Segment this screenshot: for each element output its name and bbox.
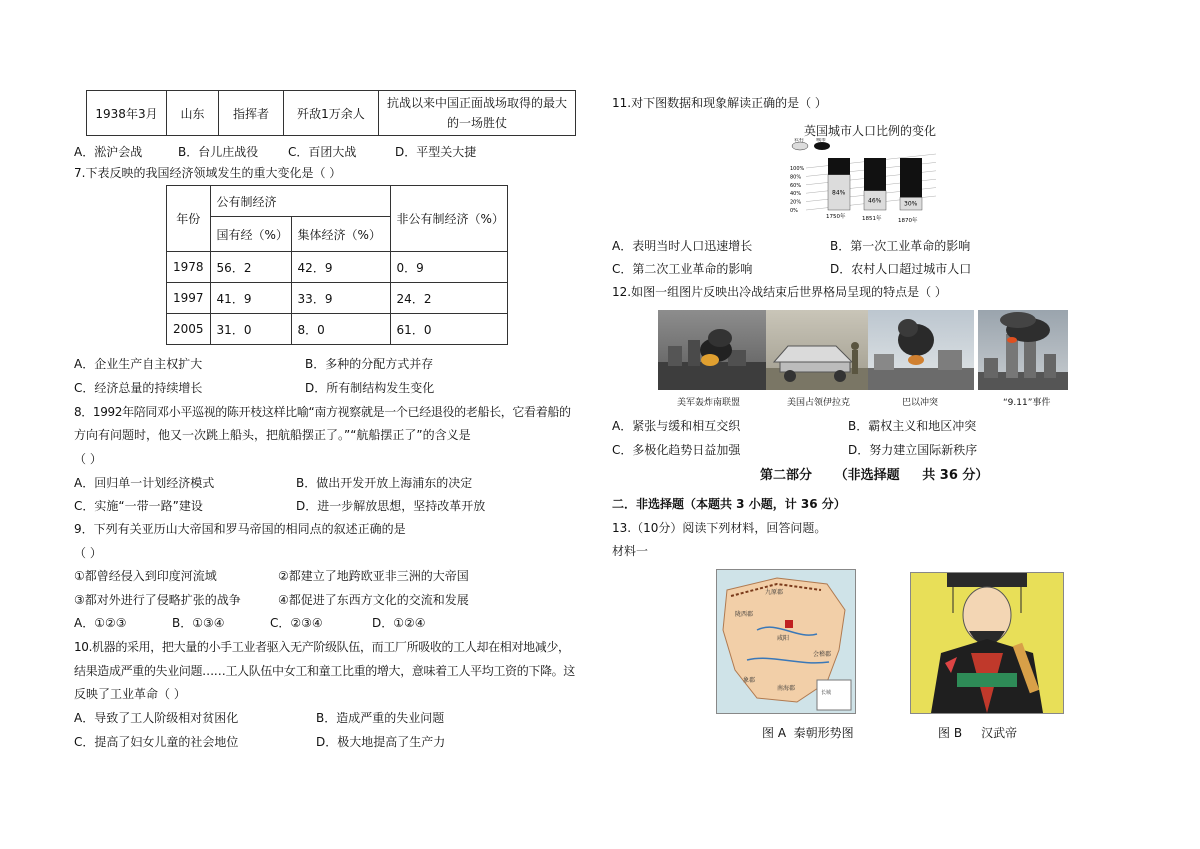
- 911-photo: [978, 310, 1068, 390]
- q8-option-b[interactable]: B．做出开发开放上海浦东的决定: [296, 476, 473, 490]
- q6-significance: [379, 91, 576, 136]
- data-label: 84%: [832, 189, 846, 197]
- bar-urban: [864, 158, 886, 191]
- part2-heading: 二．非选择题（本题共 3 小题，计 36 分）: [612, 497, 846, 511]
- q13-stem: 13.（10分）阅读下列材料，回答问题。: [612, 521, 827, 535]
- q6-result: 歼敌1万余人: [284, 91, 379, 136]
- q7-state: 31．0: [210, 314, 291, 345]
- q6-option-a[interactable]: A．淞沪会战: [74, 145, 143, 159]
- q6-date: 1938年3月: [87, 91, 167, 136]
- q7-table: [166, 185, 508, 345]
- table-row: [167, 314, 508, 345]
- q9-option-d[interactable]: D．①②④: [372, 616, 426, 630]
- q11-option-c[interactable]: C．第二次工业革命的影响: [612, 262, 753, 276]
- q7-state: 56．2: [210, 252, 291, 283]
- q11-option-a[interactable]: A．表明当时人口迅速增长: [612, 239, 753, 253]
- legend-label: 农村: [794, 138, 805, 143]
- q7-nonpublic: 61．0: [390, 314, 507, 345]
- photo-caption-4: “9.11”事件: [1003, 398, 1051, 408]
- map-label: 陇西郡: [735, 611, 754, 618]
- q7-h-nonpublic: 非公有制经济（%）: [390, 186, 507, 252]
- q8-option-a[interactable]: A．回归单一计划经济模式: [74, 476, 215, 490]
- q10-option-b[interactable]: B．造成严重的失业问题: [316, 711, 445, 725]
- q7-option-d[interactable]: D．所有制结构发生变化: [305, 381, 435, 395]
- urban-population-chart: [790, 138, 950, 230]
- data-label: 46%: [868, 197, 882, 205]
- q11-stem: 11.对下图数据和现象解读正确的是（ ）: [612, 96, 827, 110]
- q9-option-c[interactable]: C．②③④: [270, 616, 323, 630]
- x-tick-label: 1851年: [862, 216, 882, 222]
- q10-option-c[interactable]: C．提高了妇女儿童的社会地位: [74, 735, 239, 749]
- q7-year: 2005: [167, 314, 211, 345]
- x-tick-label: 1870年: [898, 218, 918, 224]
- q6-table: [86, 90, 576, 136]
- q9-statement-1: ①都曾经侵入到印度河流域: [74, 569, 217, 583]
- q7-h-public: 公有制经济: [210, 186, 390, 217]
- data-label: 30%: [904, 200, 918, 208]
- q10-line-2: 结果造成严重的失业问题……工人队伍中女工和童工比重的增大，意味着工人平均工资的下降。这: [74, 664, 575, 678]
- portrait-caption: 图 B 汉武帝: [938, 726, 1018, 740]
- q9-statement-2: ②都建立了地跨欧亚非三洲的大帝国: [278, 569, 469, 583]
- q11-option-b[interactable]: B．第一次工业革命的影响: [830, 239, 971, 253]
- q10-line-1: 10.机器的采用，把大量的小手工业者驱入无产阶级队伍，而工厂所吸收的工人却在相对地减少，: [74, 640, 570, 654]
- q7-year: 1978: [167, 252, 211, 283]
- q8-line-1: 8．1992年陪同邓小平巡视的陈开枝这样比喻“南方视察就是一个已经退役的老船长，它看着船的: [74, 405, 571, 419]
- map-label: 咸阳: [777, 635, 790, 642]
- q9-option-b[interactable]: B．①③④: [172, 616, 225, 630]
- q10-option-d[interactable]: D．极大地提高了生产力: [316, 735, 446, 749]
- q7-h-year: 年份: [167, 186, 211, 252]
- q6-significance-1: 抗战以来中国正面战场取得的最大: [386, 96, 567, 110]
- table-row: [167, 252, 508, 283]
- map-label: 九原郡: [765, 589, 784, 596]
- q12-option-c[interactable]: C．多极化趋势日益加强: [612, 443, 741, 457]
- q11-option-d[interactable]: D．农村人口超过城市人口: [830, 262, 972, 276]
- legend-swatch-urban: [814, 142, 830, 150]
- map-legend: 长城: [821, 690, 832, 696]
- material-label: 材料一: [612, 544, 649, 558]
- iraq-photo: [766, 310, 868, 390]
- q9-stem: 9．下列有关亚历山大帝国和罗马帝国的相同点的叙述正确的是: [74, 522, 406, 536]
- bar-urban: [828, 158, 850, 175]
- photo-caption-1: 美军轰炸南联盟: [677, 398, 741, 408]
- q6-place: 山东: [167, 91, 219, 136]
- q7-collective: 42．9: [291, 252, 390, 283]
- q7-nonpublic: 0．9: [390, 252, 507, 283]
- q6-option-d[interactable]: D．平型关大捷: [395, 145, 477, 159]
- table-row: [167, 283, 508, 314]
- q12-stem: 12.如图一组图片反映出冷战结束后世界格局呈现的特点是（ ）: [612, 285, 947, 299]
- q8-option-d[interactable]: D．进一步解放思想，坚持改革开放: [296, 499, 486, 513]
- y-tick-label: 40%: [790, 191, 802, 198]
- map-label: 南海郡: [777, 685, 796, 692]
- y-tick-label: 60%: [790, 182, 802, 189]
- q7-option-b[interactable]: B．多种的分配方式并存: [305, 357, 434, 371]
- part2-title: 第二部分 （非选择题 共 36 分）: [760, 468, 989, 483]
- q10-option-a[interactable]: A．导致了工人阶级相对贫困化: [74, 711, 239, 725]
- q9-statement-3: ③都对外进行了侵略扩张的战争: [74, 593, 241, 607]
- q7-option-c[interactable]: C．经济总量的持续增长: [74, 381, 203, 395]
- legend-label: 城市: [816, 138, 827, 143]
- bar-urban: [900, 158, 922, 197]
- q6-significance-2: 的一场胜仗: [446, 116, 507, 130]
- bombing-photo: [658, 310, 766, 390]
- y-tick-label: 20%: [790, 199, 802, 206]
- emperor-portrait: [910, 572, 1064, 714]
- q12-option-a[interactable]: A．紧张与缓和相互交织: [612, 419, 741, 433]
- q6-option-c[interactable]: C．百团大战: [288, 145, 357, 159]
- q7-year: 1997: [167, 283, 211, 314]
- q8-line-2: 方向有问题时，他又一次跳上船头，把航船摆正了。”“航船摆正了”的含义是: [74, 428, 471, 442]
- q7-state: 41．9: [210, 283, 291, 314]
- y-tick-label: 100%: [790, 166, 805, 172]
- photo-caption-3: 巴以冲突: [902, 398, 939, 408]
- qin-map: [716, 569, 856, 714]
- q7-collective: 8．0: [291, 314, 390, 345]
- y-tick-label: 80%: [790, 174, 802, 181]
- q6-role: 指挥者: [219, 91, 284, 136]
- q7-collective: 33．9: [291, 283, 390, 314]
- q10-line-3: 反映了工业革命（ ）: [74, 687, 186, 701]
- q9-statement-4: ④都促进了东西方文化的交流和发展: [278, 593, 469, 607]
- q8-option-c[interactable]: C．实施“一带一路”建设: [74, 499, 203, 513]
- q9-blank: （ ）: [74, 546, 102, 560]
- map-label: 会稽郡: [813, 651, 832, 658]
- chart-title: 英国城市人口比例的变化: [803, 124, 936, 138]
- q7-stem: 7.下表反映的我国经济领域发生的重大变化是（ ）: [74, 166, 342, 180]
- q7-h-state: 国有经（%）: [210, 217, 291, 252]
- q12-option-d[interactable]: D．努力建立国际新秩序: [848, 443, 978, 457]
- x-tick-label: 1750年: [826, 214, 846, 220]
- photo-caption-2: 美国占领伊拉克: [787, 398, 851, 408]
- q8-blank: （ ）: [74, 452, 102, 466]
- y-tick-label: 0%: [790, 208, 798, 214]
- q7-option-a[interactable]: A．企业生产自主权扩大: [74, 357, 203, 371]
- q7-nonpublic: 24．2: [390, 283, 507, 314]
- q6-option-b[interactable]: B．台儿庄战役: [178, 145, 259, 159]
- map-label: 象郡: [743, 677, 756, 684]
- q7-h-collective: 集体经济（%）: [291, 217, 390, 252]
- conflict-photo: [868, 310, 974, 390]
- legend-swatch-rural: [792, 142, 808, 150]
- map-caption: 图 A 秦朝形势图: [762, 726, 854, 740]
- q9-option-a[interactable]: A．①②③: [74, 616, 127, 630]
- q12-option-b[interactable]: B．霸权主义和地区冲突: [848, 419, 977, 433]
